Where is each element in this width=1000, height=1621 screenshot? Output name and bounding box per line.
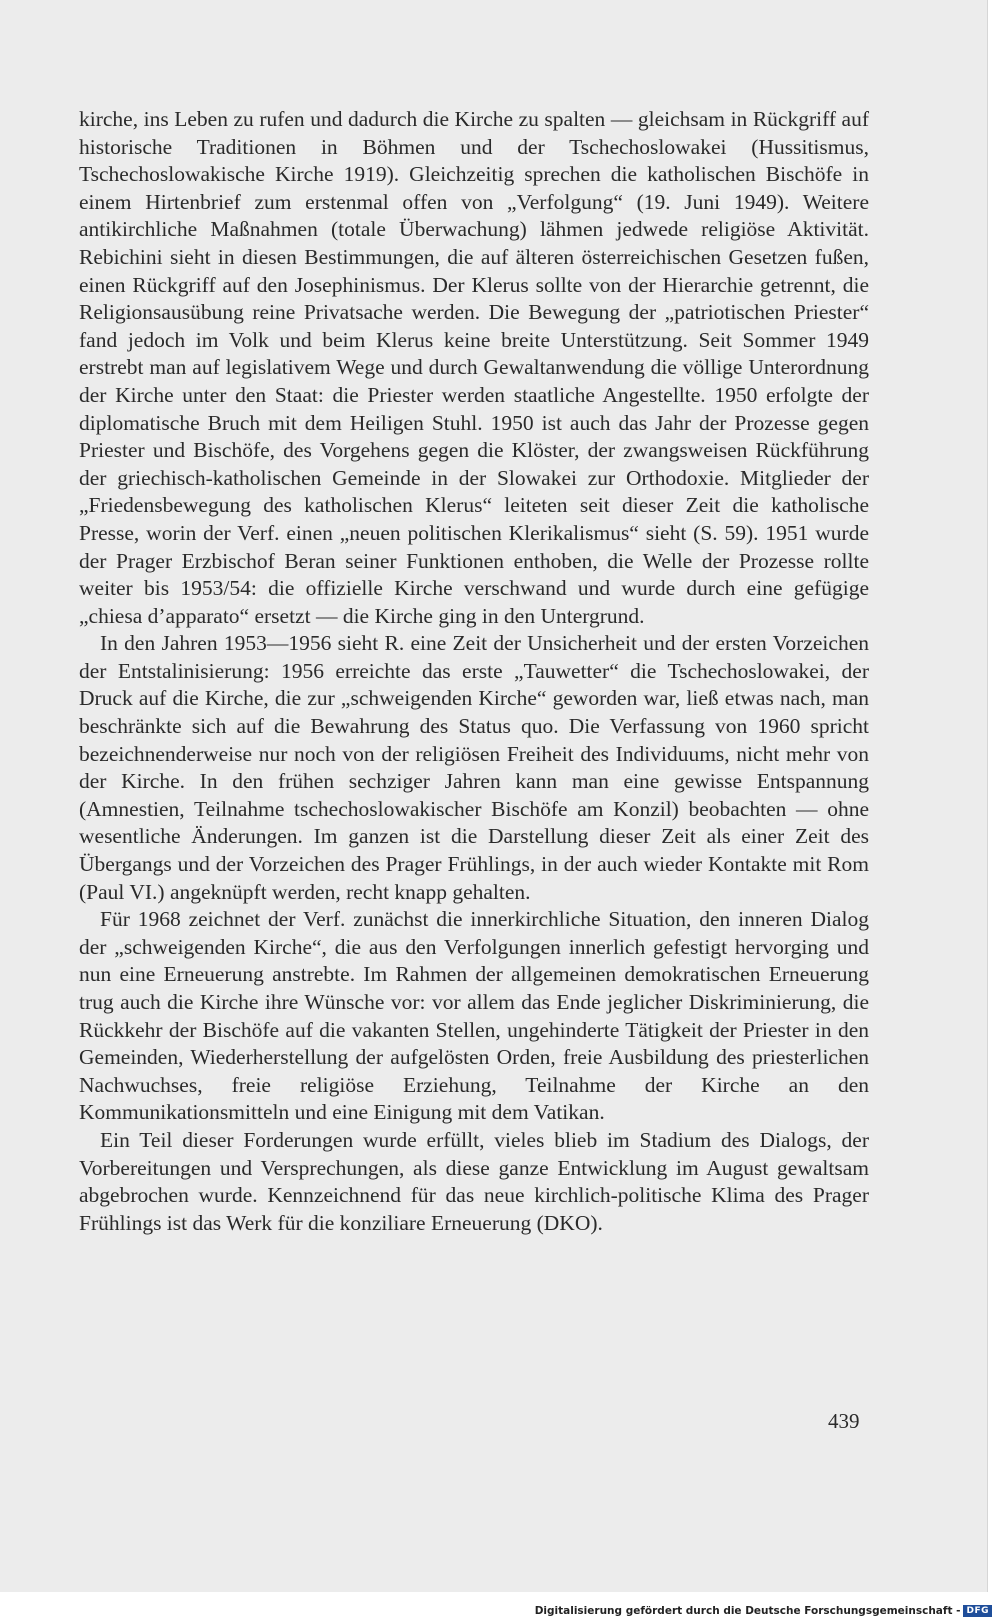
paragraph-3: Für 1968 zeichnet der Verf. zunächst die innerkirchliche Situation, den inneren Dialog der „schweigenden Kirche“, die aus den Verfolgungen innerlich gefestigt hervorging und nun eine Erneuerung anstrebte. Im Rahmen der allgemeinen demokratischen Erneuerung trug auch die Kirche ihre Wünsche vor: vor allem das Ende jeglicher Diskriminierung, die Rückkehr der Bischöfe auf die vakanten Stellen, ungehinderte Tätigkeit der Priester in den Gemeinden, Wiederherstellung der aufgelösten Orden, freie Ausbildung des priesterlichen Nachwuchses, freie religiöse Erziehung, Teilnahme der Kirche an den Kommunikationsmitteln und eine Einigung mit dem Vatikan.	[79, 907, 869, 1125]
credit-text: Digitalisierung gefördert durch die Deutsche Forschungsgemeinschaft -	[534, 1605, 961, 1617]
paragraph-4: Ein Teil dieser Forderungen wurde erfüllt, vieles blieb im Stadium des Dialogs, der Vorbereitungen und Versprechungen, als diese ganze Entwicklung im August gewaltsam abgebrochen wurde. Kennzeichnend für das neue kirchlich-politische Klima des Prager Frühlings ist das Werk für die konziliare Erneuerung (DKO).	[79, 1127, 869, 1235]
body-text	[79, 106, 869, 1237]
page-number: 439	[828, 1409, 860, 1433]
paragraph-2: In den Jahren 1953—1956 sieht R. eine Zeit der Unsicherheit und der ersten Vorzeichen der Entstalinisierung: 1956 erreichte das erste „Tauwetter“ die Tschechoslowakei, der Druck auf die Kirche, die zur „schweigenden Kirche“ geworden war, ließ etwas nach, man beschränkte sich auf die Bewahrung des Status quo. Die Verfassung von 1960 spricht bezeichnenderweise nur noch von der religiösen Freiheit des Individuums, nicht mehr von der Kirche. In den frühen sechziger Jahren kann man eine gewisse Entspannung (Amnestien, Teilnahme tschechoslowakischer Bischöfe am Konzil) beobachten — ohne wesentliche Änderungen. Im ganzen ist die Darstellung dieser Zeit als einer Zeit des Übergangs und der Vorzeichen des Prager Frühlings, in der auch wieder Kontakte mit Rom (Paul VI.) angeknüpft werden, recht knapp gehalten.	[79, 631, 869, 904]
digitization-credit	[535, 1605, 992, 1617]
dfg-logo: DFG	[963, 1605, 992, 1617]
paragraph-1: kirche, ins Leben zu rufen und dadurch die Kirche zu spalten — gleichsam in Rückgriff auf historische Traditionen in Böhmen und der Tschechoslowakei (Hussitismus, Tschechoslowakische Kirche 1919). Gleichzeitig sprechen die katholischen Bischöfe in einem Hirtenbrief zum erstenmal offen von „Verfolgung“ (19. Juni 1949). Weitere antikirchliche Maßnahmen (totale Überwachung) lähmen jedwede religiöse Aktivität. Rebichini sieht in diesen Bestimmungen, die auf älteren österreichischen Gesetzen fußen, einen Rückgriff auf den Josephinismus. Der Klerus sollte von der Hierarchie getrennt, die Religionsausübung reine Privatsache werden. Die Bewegung der „patriotischen Priester“ fand jedoch im Volk und beim Klerus keine breite Unterstützung. Seit Sommer 1949 erstrebt man auf legislativem Wege und durch Gewaltanwendung die völlige Unterordnung der Kirche unter den Staat: die Priester werden staatliche Angestellte. 1950 erfolgte der diplomatische Bruch mit dem Heiligen Stuhl. 1950 ist auch das Jahr der Prozesse gegen Priester und Bischöfe, des Vorgehens gegen die Klöster, der zwangsweisen Rückführung der griechisch-katholischen Gemeinde in der Slowakei zur Orthodoxie. Mitglieder der „Friedensbewegung des katholischen Klerus“ leiteten seit dieser Zeit die katholische Presse, worin der Verf. einen „neuen politischen Klerikalismus“ sieht (S. 59). 1951 wurde der Prager Erzbischof Beran seiner Funktionen enthoben, die Welle der Prozesse rollte weiter bis 1953/54: die offizielle Kirche verschwand und wurde durch eine gefügige „chiesa d’apparato“ ersetzt — die Kirche ging in den Untergrund.	[79, 107, 869, 628]
